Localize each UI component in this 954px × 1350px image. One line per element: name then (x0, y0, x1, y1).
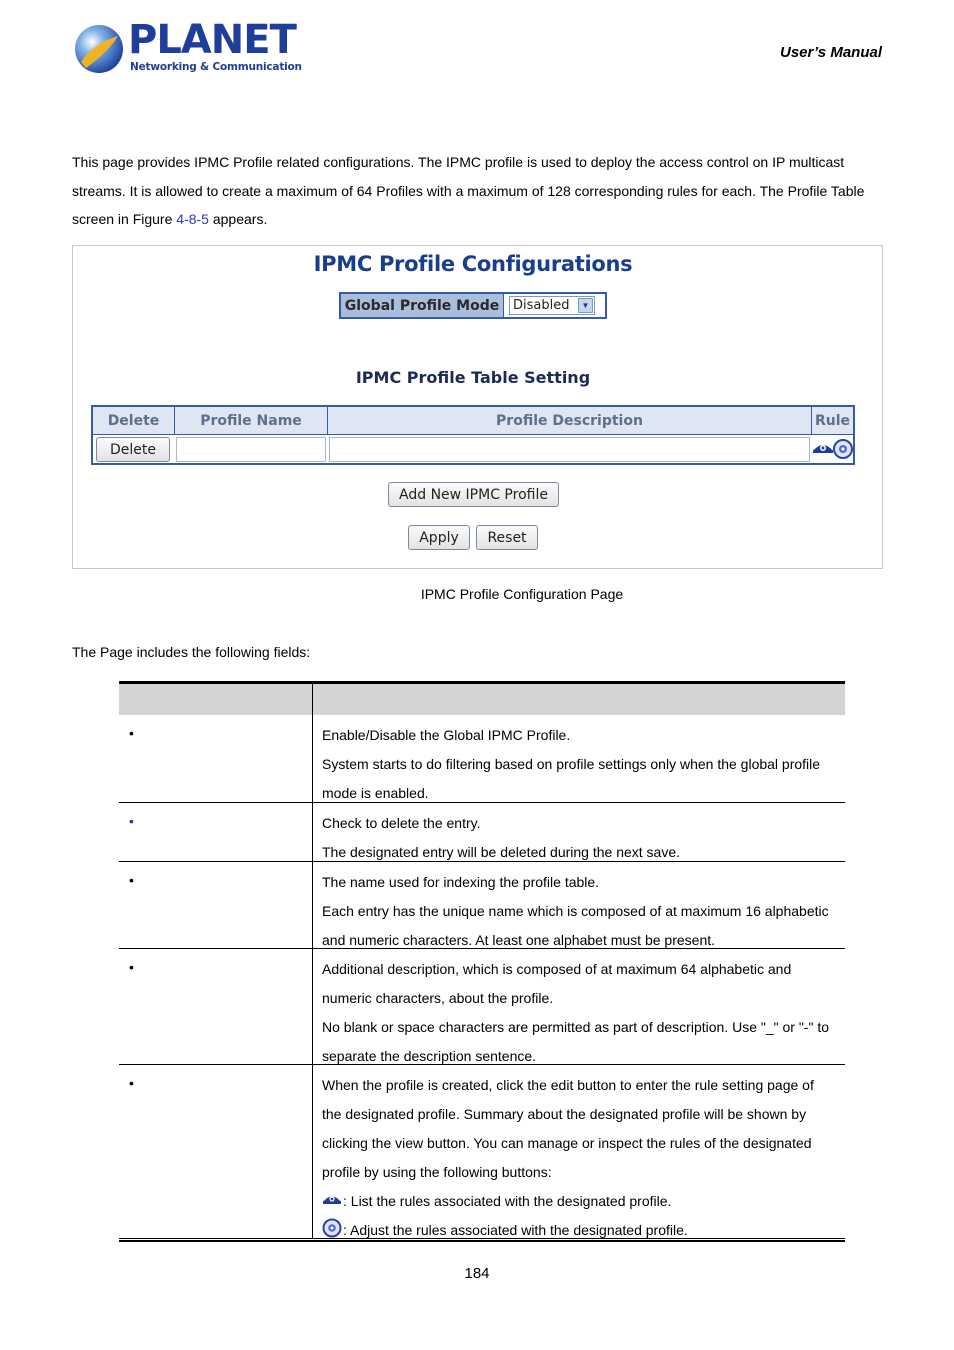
figure-screenshot (72, 245, 883, 569)
view-icon (322, 1191, 342, 1209)
bullet: • (129, 872, 134, 888)
table-row (119, 862, 845, 949)
figure-caption: IPMC Profile Configuration Page (420, 586, 624, 602)
field-desc-line: Additional description, which is composed of at maximum 64 alphabetic and numeric characters, about the profile. (322, 961, 792, 1006)
table-row (119, 803, 845, 862)
icon-legend-edit-text: : Adjust the rules associated with the designated profile. (343, 1222, 688, 1238)
bullet: • (129, 1075, 134, 1091)
field-desc-line: System starts to do filtering based on profile settings only when the global profile mode is enabled. (322, 756, 821, 801)
profile-table-title: IPMC Profile Table Setting (355, 368, 591, 387)
delete-button[interactable]: Delete (96, 437, 170, 462)
profile-table (91, 405, 855, 465)
page-number: 184 (464, 1265, 490, 1282)
column-header-delete: Delete (93, 407, 175, 434)
column-header-profile-name: Profile Name (175, 407, 328, 434)
field-desc-line: When the profile is created, click the edit button to enter the rule setting page of the designated profile. Summary about the designated profile will be shown by clicking the view button. You can manage or inspect the rules of the designated profile by using the following buttons: (322, 1077, 814, 1180)
table-row (119, 715, 845, 803)
column-header-rule: Rule (812, 407, 853, 434)
fields-intro: The Page includes the following fields: (72, 644, 311, 660)
intro-text-end: appears. (208, 211, 268, 227)
globe-icon (72, 22, 132, 82)
field-desc-line: Check to delete the entry. (322, 815, 481, 831)
field-desc-line: No blank or space characters are permitted as part of description. Use "_" or "-" to separate the description sentence. (322, 1019, 829, 1064)
edit-icon[interactable] (832, 438, 854, 460)
config-title: IPMC Profile Configurations (313, 252, 633, 276)
manual-label: User’s Manual (780, 44, 882, 61)
logo-tagline: Networking & Communication (130, 61, 302, 73)
column-header-profile-description: Profile Description (328, 407, 812, 434)
bullet: • (129, 813, 134, 829)
reset-button[interactable]: Reset (476, 525, 538, 550)
apply-button[interactable]: Apply (408, 525, 470, 550)
icon-legend-view-text: : List the rules associated with the designated profile. (343, 1193, 672, 1209)
icon-legend-view (322, 1187, 837, 1216)
chevron-down-icon: ▼ (578, 298, 593, 313)
fields-table-header (119, 681, 845, 715)
add-new-ipmc-profile-button[interactable]: Add New IPMC Profile (388, 482, 559, 507)
table-row (119, 949, 845, 1065)
field-desc-line: Enable/Disable the Global IPMC Profile. (322, 727, 571, 743)
figure-link[interactable]: 4-8-5 (176, 211, 209, 227)
bullet: • (129, 725, 134, 741)
profile-name-input[interactable] (176, 437, 326, 462)
field-desc-line: The designated entry will be deleted during the next save. (322, 844, 681, 860)
global-profile-mode-value: Disabled (513, 298, 570, 313)
global-profile-mode-select[interactable] (509, 296, 595, 315)
field-desc-line: The name used for indexing the profile table. (322, 874, 600, 890)
logo-wordmark: PLANET (128, 17, 296, 63)
view-icon[interactable] (812, 438, 834, 460)
edit-icon (322, 1218, 342, 1238)
intro-paragraph (72, 148, 887, 234)
field-desc-line: Each entry has the unique name which is composed of at maximum 16 alphabetic and numeric characters. At least one alphabet must be present. (322, 903, 829, 948)
table-row (119, 1065, 845, 1239)
bullet: • (129, 959, 134, 975)
global-profile-mode-label: Global Profile Mode (341, 294, 504, 317)
profile-description-input[interactable] (329, 437, 810, 462)
global-profile-mode (339, 292, 607, 319)
intro-text: This page provides IPMC Profile related configurations. The IPMC profile is used to deploy the access control on IP multicast streams. It is allowed to create a maximum of 64 Profiles with a maximum of 128 corresponding rules for each. The Profile Table screen in Figure (72, 154, 865, 227)
